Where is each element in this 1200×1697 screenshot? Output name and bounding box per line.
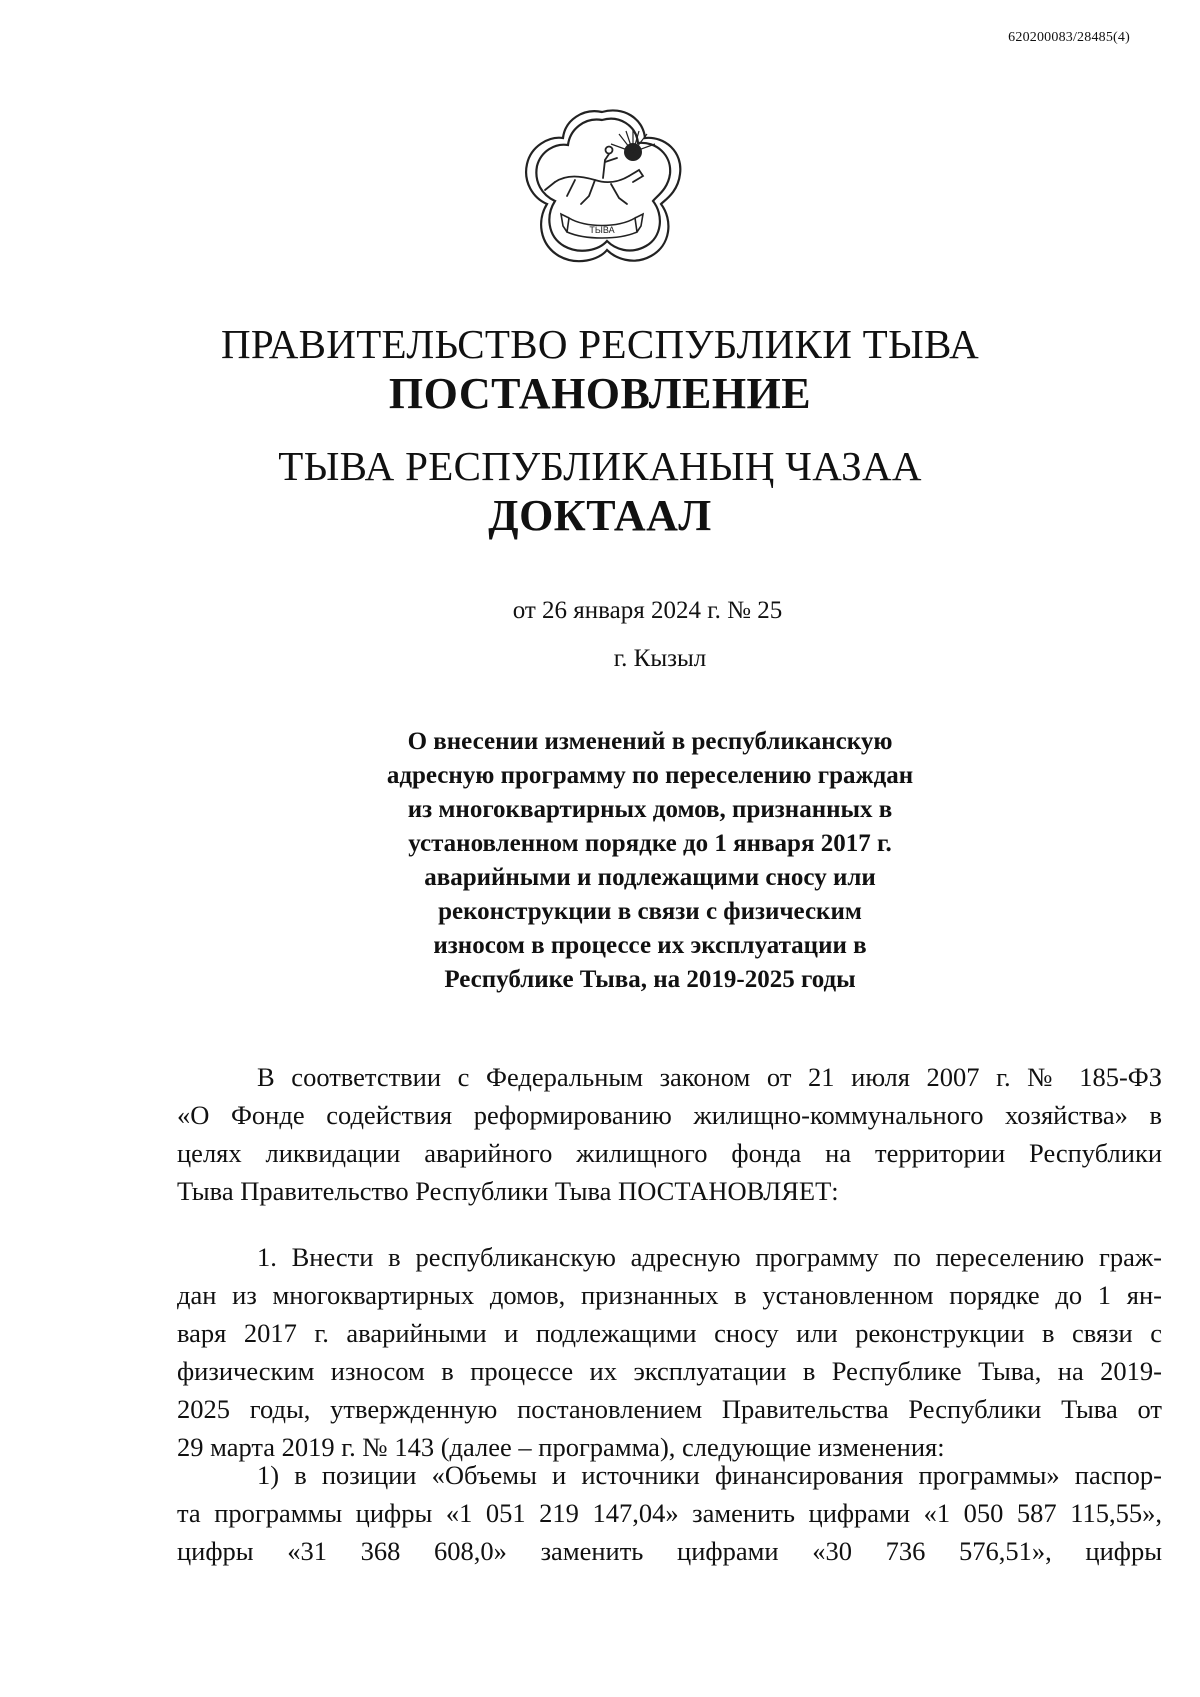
ribbon-text: ТЫВА [589,225,615,235]
title-line: адресную программу по переселению граждан [386,762,914,789]
resolution-heading-tyvan: ДОКТААЛ [488,491,712,540]
document-title [360,725,940,997]
city-line [0,645,1200,673]
paragraph-line: 29 марта 2019 г. № 143 (далее – программа), следующие изменения: [177,1432,945,1462]
clause-1-paragraph [177,1238,1162,1466]
resolution-heading: ПОСТАНОВЛЕНИЕ [388,369,812,418]
title-line: Республике Тыва, на 2019-2025 годы [444,966,856,993]
government-heading: ПРАВИТЕЛЬСТВО РЕСПУБЛИКИ ТЫВА [220,321,980,367]
city-text: г. Кызыл [613,645,707,672]
tyva-coat-of-arms-icon [515,100,690,275]
title-line: установленном порядке до 1 января 2017 г. [408,830,892,857]
date-line [0,597,1200,625]
title-line: реконструкции в связи с физическим [438,898,862,925]
paragraph-line: «О Фонде содействия реформированию жилищно-коммунального хозяйства» в [177,1100,1162,1130]
paragraph-line: цифры «31 368 608,0» заменить цифрами «30 736 576,51», цифры [177,1536,1162,1566]
title-line: аварийными и подлежащими сносу или [424,864,876,891]
paragraph-line: 1. Внести в республиканскую адресную программу по переселению граж- [257,1242,1162,1272]
paragraph-line: 2025 годы, утвержденную постановлением Правительства Республики Тыва от [177,1394,1162,1424]
subclause-1-paragraph [177,1456,1162,1570]
title-line: из многоквартирных домов, признанных в [407,796,893,823]
paragraph-line: целях ликвидации аварийного жилищного фонда на территории Республики [177,1138,1162,1168]
title-line: О внесении изменений в республиканскую [407,728,893,755]
paragraph-line: варя 2017 г. аварийными и подлежащими сносу или реконструкции в связи с [177,1318,1162,1348]
paragraph-line: В соответствии с Федеральным законом от 21 июля 2007 г. № 185-ФЗ [257,1062,1162,1092]
paragraph-line: физическим износом в процессе их эксплуатации в Республике Тыва, на 2019- [177,1356,1162,1386]
title-line: износом в процессе их эксплуатации в [433,932,867,959]
paragraph-line: дан из многоквартирных домов, признанных в установленном порядке до 1 ян- [177,1280,1162,1310]
paragraph-line: 1) в позиции «Объемы и источники финансирования программы» паспор- [257,1460,1162,1490]
paragraph-line: та программы цифры «1 051 219 147,04» заменить цифрами «1 050 587 115,55», [177,1498,1162,1528]
document-code: 620200083/28485(4) [1008,30,1130,45]
preamble-paragraph [177,1058,1162,1210]
paragraph-line: Тыва Правительство Республики Тыва ПОСТАНОВЛЯЕТ: [177,1176,839,1206]
date-text: от 26 января 2024 г. № 25 [512,597,783,624]
government-heading-tyvan: ТЫВА РЕСПУБЛИКАНЫҢ ЧАЗАА [278,443,922,489]
